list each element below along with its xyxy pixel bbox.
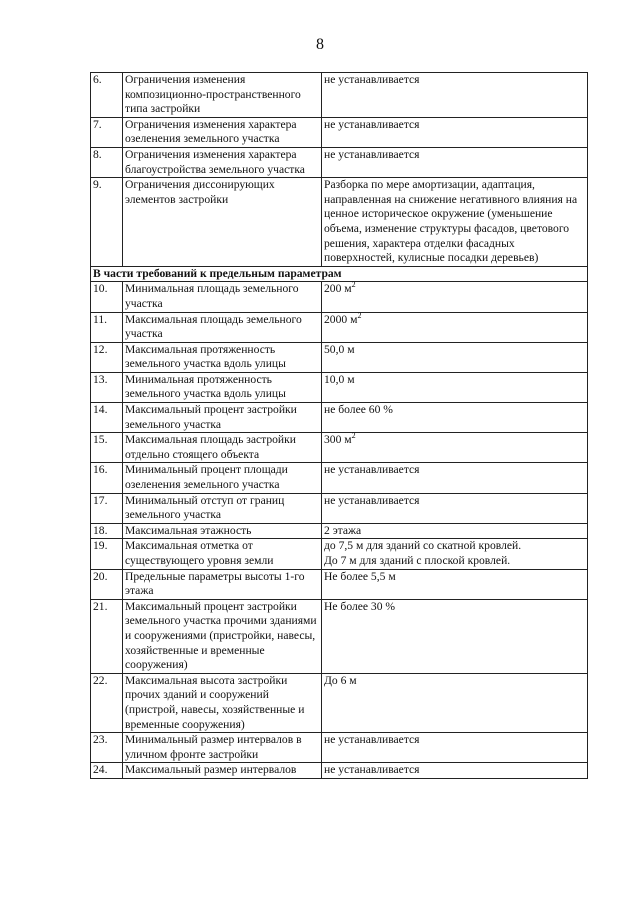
parameter-value: Не более 5,5 м [322,569,588,599]
parameter-value: До 6 м [322,673,588,732]
table-row [91,372,588,402]
parameter-value: 2 этажа [322,523,588,539]
table-row [91,342,588,372]
table-row [91,178,588,267]
row-number: 7. [91,117,123,147]
table-row [91,282,588,312]
section-row [91,266,588,282]
table-row [91,599,588,673]
row-number: 21. [91,599,123,673]
row-number: 10. [91,282,123,312]
parameter-name: Ограничения изменения характера озеленения земельного участка [123,117,322,147]
parameter-name: Минимальный отступ от границ земельного участка [123,493,322,523]
table-row [91,147,588,177]
row-number: 14. [91,403,123,433]
value-text: 2000 м [324,312,358,326]
parameter-name: Минимальный размер интервалов в уличном фронте застройки [123,733,322,763]
parameter-value: не более 60 % [322,403,588,433]
parameter-name: Ограничения изменения характера благоустройства земельного участка [123,147,322,177]
parameter-value: не устанавливается [322,147,588,177]
value-superscript: 2 [351,431,356,441]
row-number: 8. [91,147,123,177]
row-number: 18. [91,523,123,539]
table-row [91,117,588,147]
parameter-value: не устанавливается [322,763,588,779]
row-number: 13. [91,372,123,402]
parameter-name: Ограничения изменения композиционно-пространственного типа застройки [123,73,322,118]
row-number: 22. [91,673,123,732]
regulations-table [90,72,588,779]
value-line: до 7,5 м для зданий со скатной кровлей. [324,539,522,553]
parameter-value: Разборка по мере амортизации, адаптация, направленная на снижение негативного влияния на ценное историческое окружение (уменьшение объема, изменение структуры фасадов, цветового решения, характера отделки фасадных поверхностей, кулисные посадки деревьев) [322,178,588,267]
row-number: 20. [91,569,123,599]
parameter-name: Максимальная площадь земельного участка [123,312,322,342]
parameter-value [322,433,588,463]
parameter-name: Максимальный процент застройки земельного участка [123,403,322,433]
parameter-name: Максимальный процент застройки земельного участка прочими зданиями и сооружениями (пристройки, навесы, хозяйственные и временные сооружения) [123,599,322,673]
row-number: 19. [91,539,123,569]
parameter-value: не устанавливается [322,117,588,147]
parameter-value [322,312,588,342]
value-superscript: 2 [357,310,362,320]
parameter-name: Максимальная этажность [123,523,322,539]
row-number: 11. [91,312,123,342]
parameter-value: 10,0 м [322,372,588,402]
parameter-name: Минимальная площадь земельного участка [123,282,322,312]
parameter-name: Минимальная протяженность земельного участка вдоль улицы [123,372,322,402]
table-row [91,493,588,523]
parameter-name: Максимальный размер интервалов [123,763,322,779]
parameter-name: Минимальный процент площади озеленения земельного участка [123,463,322,493]
table-row [91,733,588,763]
parameter-value: Не более 30 % [322,599,588,673]
row-number: 15. [91,433,123,463]
table-row [91,312,588,342]
parameter-name: Ограничения диссонирующих элементов застройки [123,178,322,267]
parameter-value: не устанавливается [322,73,588,118]
row-number: 23. [91,733,123,763]
page-number: 8 [316,36,324,53]
table-row [91,673,588,732]
row-number: 9. [91,178,123,267]
parameter-value: не устанавливается [322,733,588,763]
parameter-value: 50,0 м [322,342,588,372]
parameter-name: Максимальная отметка от существующего уровня земли [123,539,322,569]
table-row [91,763,588,779]
value-text: 200 м [324,282,352,296]
parameter-value: не устанавливается [322,463,588,493]
parameter-value [322,539,588,569]
parameter-name: Максимальная площадь застройки отдельно стоящего объекта [123,433,322,463]
row-number: 12. [91,342,123,372]
row-number: 24. [91,763,123,779]
value-text: 300 м [324,433,352,447]
table-row [91,73,588,118]
table-row [91,433,588,463]
value-line: До 7 м для зданий с плоской кровлей. [324,554,511,567]
row-number: 6. [91,73,123,118]
section-title: В части требований к предельным параметрам [91,266,588,282]
table-row [91,403,588,433]
row-number: 17. [91,493,123,523]
value-superscript: 2 [351,280,356,290]
parameter-value [322,282,588,312]
parameter-name: Предельные параметры высоты 1-го этажа [123,569,322,599]
table-row [91,539,588,569]
row-number: 16. [91,463,123,493]
parameter-name: Максимальная протяженность земельного участка вдоль улицы [123,342,322,372]
table-row [91,569,588,599]
parameter-name: Максимальная высота застройки прочих зданий и сооружений (пристрой, навесы, хозяйственные и временные сооружения) [123,673,322,732]
parameter-value: не устанавливается [322,493,588,523]
table-row [91,523,588,539]
table-row [91,463,588,493]
